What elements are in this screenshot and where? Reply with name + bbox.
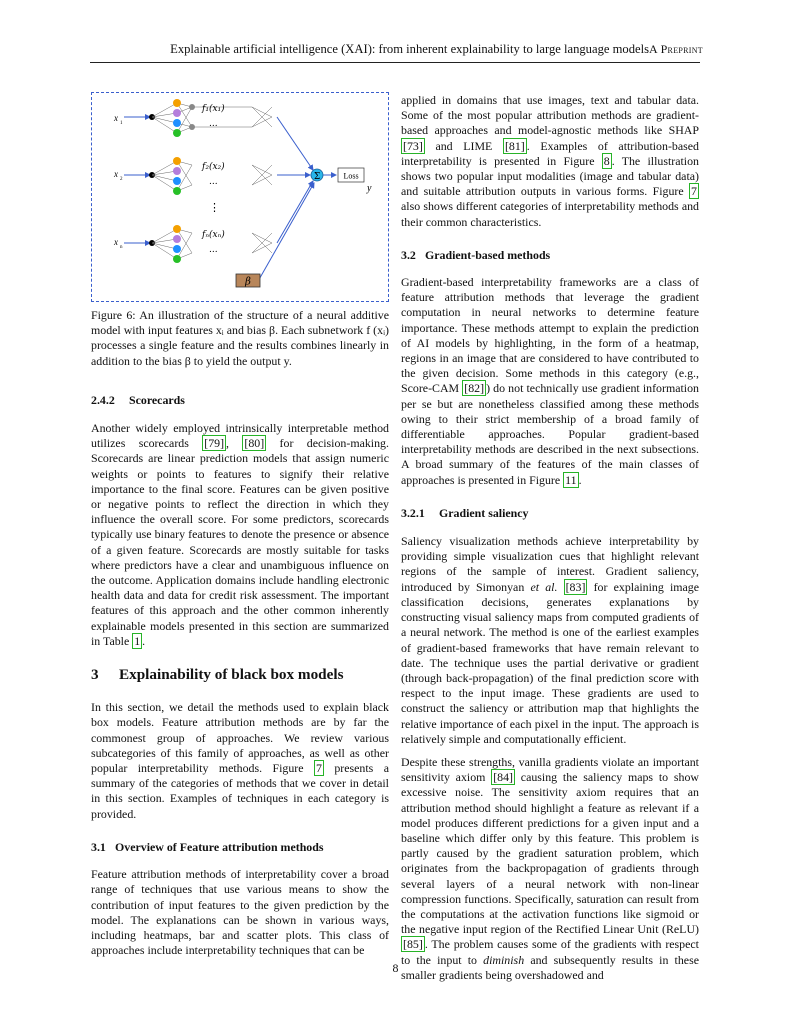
citation-link[interactable]: [80] [244, 436, 265, 451]
section-title: Gradient-based methods [425, 247, 551, 262]
text-run: and subsequently results in these smaller gradients being overshadowed and [401, 952, 699, 982]
citation-link[interactable]: [83] [565, 579, 586, 594]
input-sub-n: n [120, 245, 123, 250]
section-number: 3.1 [91, 839, 106, 854]
text-run: , [226, 436, 243, 451]
figure-link[interactable]: 7 [691, 184, 697, 199]
table-link[interactable]: 1 [134, 633, 141, 648]
text-run: . Examples of attribution-based interpretability is presented in Figure [401, 138, 699, 168]
input-x2: x [114, 169, 118, 179]
section-title: Explainability of black box models [119, 666, 344, 684]
gradient-saliency-paragraph-1 [401, 534, 699, 747]
running-title: Explainable artificial intelligence (XAI): from inherent explainability to large language models [170, 42, 649, 56]
loss-label: Loss [343, 171, 359, 181]
section-number: 3.2.1 [401, 505, 425, 520]
attribution-paragraph [401, 93, 699, 230]
figure-6 [91, 92, 389, 302]
section-title: Scorecards [129, 392, 185, 407]
citation-link[interactable]: [79] [204, 436, 225, 451]
section-3-intro [91, 700, 389, 822]
citation-link[interactable]: [81] [504, 138, 525, 153]
ellipsis-n: ... [209, 245, 218, 255]
scorecards-paragraph [91, 421, 389, 649]
text-run: for explaining image classification decisions, generates explanations by constructing visual saliency maps from computed gradients of a neural network. The method is one of the earliest examples of gradient-based frameworks that have remain relevant to date. The technique uses the partial derivative or gradient (through back-propagation) of the final prediction score with respect to the input image. These gradients are used to construct the saliency or attribution map that highlights the relative importance of each pixel in the input. The approach is relatively simple and computationally efficient. [401, 579, 699, 746]
citation-link[interactable]: [82] [464, 381, 485, 396]
section-number: 2.4.2 [91, 392, 115, 407]
gradient-saliency-paragraph-2 [401, 755, 699, 983]
sum-symbol: Σ [313, 172, 321, 182]
text-run: . [142, 633, 146, 648]
output-label: y [367, 183, 372, 194]
text-run: causing the saliency maps to show excessive noise. The sensitivity axiom requires that an attribution method should highlight a feature as relevant if a model produces different predictions for a given input and a baseline which differ only by this feature. This problem is partly caused by the gradient saturation problem, which originates from the backpropagation of gradients through several layers of a neural network with non-linear compression functions. Specifically, saturation can result from the computations at the activation functions like sigmoid or the negative input region of the Rectified Linear Unit (ReLU) [401, 770, 699, 937]
section-3-1-paragraph: Feature attribution methods of interpretability cover a broad range of techniques that use various means to show the contribution of input features to the given prediction by the model. The explanations can be shown in various ways, including heatmaps, bar and scatter plots. This class of approaches include interpretability techniques that can be [91, 867, 389, 958]
page-number: 8 [392, 961, 399, 975]
header-rule [90, 62, 700, 63]
gradient-methods-paragraph [401, 275, 699, 488]
section-2-4-2-heading [91, 393, 389, 408]
function-f2: f₂(x₂) [202, 162, 225, 172]
section-number: 3.2 [401, 247, 416, 262]
text-run: . The problem causes some of the gradients with respect to the input to [401, 937, 699, 967]
section-3-1-heading [91, 840, 389, 855]
figure-link[interactable]: 7 [315, 761, 322, 776]
subnetwork-2 [124, 157, 272, 195]
input-xn: x [114, 237, 118, 247]
section-3-2-heading [401, 248, 699, 263]
figure-link[interactable]: 11 [565, 472, 577, 487]
input-sub-1: 1 [120, 121, 123, 126]
nam-diagram [92, 93, 388, 301]
subnetwork-n [124, 225, 272, 263]
ellipsis-2: ... [209, 177, 218, 187]
section-3-2-1-heading [401, 506, 699, 521]
bias-label: β [245, 276, 251, 288]
preprint-badge: A Preprint [648, 42, 703, 56]
text-run: Despite these strengths, vanilla gradients violate an important sensitivity axiom [401, 754, 699, 785]
text-run: Gradient-based interpretability frameworks are a class of feature attribution methods that leverage the gradient computation in neural networks to determine feature importance. These methods attempt to explain the prediction of AI models by highlighting, in the form of a heatmap, regions in an image that are considered to have contributed to the given decision. Some methods in this category (e.g., Score-CAM [401, 275, 699, 396]
text-run [557, 580, 563, 594]
text-run: also shows different categories of interpretability methods and their common characteristics. [401, 199, 699, 229]
vertical-ellipsis: ⋮ [209, 201, 220, 214]
ellipsis-1: ... [209, 119, 218, 129]
subnetwork-1 [124, 99, 272, 137]
function-f1: f₁(x₁) [202, 104, 225, 114]
section-3-heading [91, 667, 389, 682]
section-title: Gradient saliency [439, 505, 529, 520]
text-run: and LIME [424, 138, 503, 153]
text-run: presents a summary of the categories of methods that we cover in detail in this section. Examples of techniques in each category is provided. [91, 761, 389, 821]
right-column [401, 93, 699, 991]
citation-link[interactable]: [85] [403, 937, 423, 952]
text-run: Another widely employed intrinsically interpretable method utilizes scorecards [91, 421, 389, 451]
left-column [91, 92, 389, 966]
text-run: ) do not technically use gradient information per se but are nonetheless classified among these methods owing to their strict membership of a broad family of differentiable approaches. Popular gradient-based interpretability methods are described in the next subsections. A broad summary of the features of the main classes of approaches is presented in Figure [401, 381, 699, 487]
text-run: . The illustration shows two popular input modalities (image and tabular data) and suitable attribution outputs in various forms. Figure [401, 153, 699, 199]
running-header [150, 42, 703, 57]
text-run: In this section, we detail the methods used to explain black box models. Feature attribution methods are by far the commonest group of approaches. We review various subcategories of this family of approaches, as well as other popular interpretability methods. Figure [91, 700, 389, 776]
section-number: 3 [91, 666, 99, 684]
figure-6-caption: Figure 6: An illustration of the structure of a neural additive model with input features xᵢ and bias β. Each subnetwork f (xᵢ) processes a single feature and the results combines linearly in addition to the bias β to yield the output y. [91, 308, 389, 368]
text-run: for decision-making. Scorecards are linear prediction models that assign numeric weights or points to features to signify their relative importance to the final score. Features can be given positive or negative points to reflect the direction in which they influence the overall score. For some predictors, scorecards typically use binary features to denote the presence or absence of a given feature. Scorecards are mostly suitable for tasks where predictors have a clear and unambiguous influence on the outcome. Application domains include handling electronic health data and data for credit risk assessment. The important features of this approach and the other common inherently explainable models presented in this section are summarized in Table [91, 436, 389, 648]
text-run: . [578, 472, 582, 487]
input-x1: x [114, 113, 118, 123]
text-run: diminish [483, 952, 525, 967]
text-run: applied in domains that use images, text and tabular data. Some of the most popular attribution methods are gradient-based approaches and model-agnostic methods like SHAP [401, 93, 699, 138]
input-sub-2: 2 [120, 177, 123, 182]
section-title: Overview of Feature attribution methods [115, 839, 324, 854]
function-fn: fₙ(xₙ) [202, 230, 225, 240]
figure-link[interactable]: 8 [603, 153, 610, 168]
citation-link[interactable]: [84] [493, 770, 513, 785]
citation-link[interactable]: [73] [403, 138, 423, 153]
text-run: et al. [530, 579, 558, 594]
text-run: Saliency visualization methods achieve interpretability by providing simple visualization cues that highlight relevant regions of the sample of interest. Gradient saliency, introduced by Simonyan [401, 534, 699, 594]
